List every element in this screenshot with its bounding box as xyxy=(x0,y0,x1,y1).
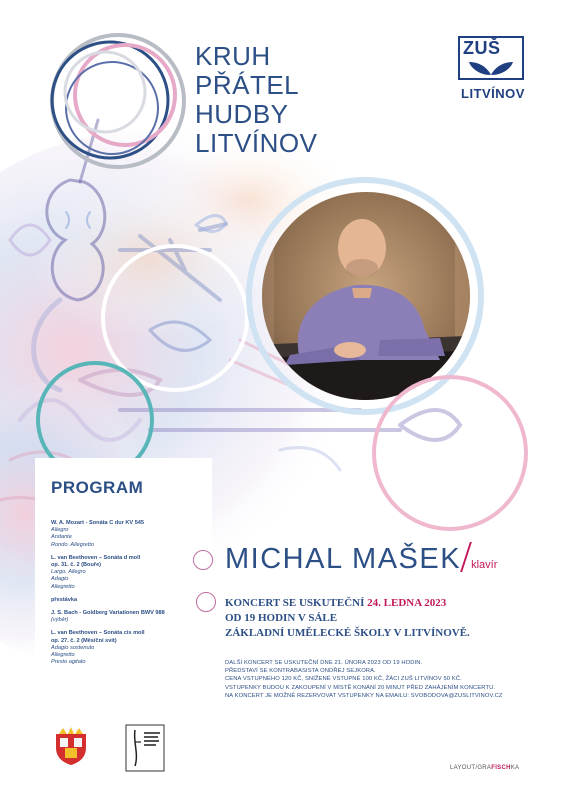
movement: (výběr) xyxy=(51,617,69,624)
piece-title: L. van Beethoven – Sonáta cis moll xyxy=(51,630,145,637)
program-item xyxy=(51,630,211,666)
movement: Rondo. Allegretto xyxy=(51,541,95,548)
info-line: DALŠÍ KONCERT SE USKUTEČNÍ DNE 21. ÚNORA 2023 OD 19 HODIN. xyxy=(225,660,423,666)
credit-part-3: KA xyxy=(510,765,520,771)
concert-line-3: ZÁKLADNÍ UMĚLECKÉ ŠKOLY V LITVÍNOVĚ. xyxy=(225,627,470,639)
program-item xyxy=(51,520,211,549)
piece-title: L. van Beethoven – Sonáta d moll xyxy=(51,554,141,561)
info-line: PŘEDSTAVÍ SE KONTRABASISTA ONDŘEJ SEJKORA. xyxy=(225,668,376,675)
logo-text: ZUŠ xyxy=(463,38,501,58)
movement: Presto agitato xyxy=(51,659,86,666)
title-line: PŘÁTEL xyxy=(195,70,300,100)
performer-instrument: klavír xyxy=(471,559,498,571)
program-item xyxy=(51,555,211,591)
piece-subtitle: op. 31. č. 2 (Bouře) xyxy=(51,562,102,569)
program-item xyxy=(51,610,211,624)
organization-title xyxy=(195,42,317,158)
program-heading: PROGRAM xyxy=(51,478,144,497)
info-line: VSTUPENKY BUDOU K ZAKOUPENÍ V MÍSTĚ KONÁNÍ 20 MINUT PŘED ZAHÁJENÍM KONCERTU. xyxy=(225,684,496,691)
movement: Largo. Allegro xyxy=(51,569,86,576)
info-line: CENA VSTUPNÉHO 120 KČ, SNÍŽENÉ VSTUPNÉ 100 KČ, ŽÁCI ZUŠ LITVÍNOV 50 KČ. xyxy=(225,676,462,683)
title-line: KRUH xyxy=(195,41,271,71)
zus-logo xyxy=(455,36,533,108)
program-item xyxy=(51,597,211,604)
credit-part-1: LAYOUT/GRA xyxy=(450,765,492,771)
pink-ring xyxy=(374,377,526,529)
program-panel xyxy=(35,458,212,714)
piece-subtitle: op. 27. č. 2 (Měsíční svit) xyxy=(51,637,117,644)
movement: Adagio xyxy=(51,576,69,583)
concert-intro: KONCERT SE USKUTEČNÍ xyxy=(225,597,368,609)
city-crest-icon xyxy=(54,726,88,766)
performer-name: MICHAL MAŠEK xyxy=(225,543,462,575)
info-line: NA KONCERT JE MOŽNÉ REZERVOVAT VSTUPENKY NA EMAILU: SVOBODOVA@ZUSLITVINOV.CZ xyxy=(225,692,503,699)
concert-date: 24. LEDNA 2023 xyxy=(367,597,447,609)
movement: Allegro xyxy=(51,527,69,534)
piece-title: J. S. Bach - Goldberg Variationen BWV 988 xyxy=(51,610,165,617)
movement: Adagio sostenuto xyxy=(51,644,95,651)
concert-details xyxy=(225,596,470,641)
circle-bullet-icon xyxy=(196,592,216,612)
title-line: LITVÍNOV xyxy=(195,128,318,158)
performer-line xyxy=(225,542,497,576)
design-credit xyxy=(450,765,519,771)
movement: Allegretto xyxy=(51,652,75,659)
intermission: přestávka xyxy=(51,596,78,603)
credit-part-2: FISCH xyxy=(491,765,511,771)
concert-line-1 xyxy=(225,596,470,611)
movement: Allegretto xyxy=(51,583,75,590)
program-list xyxy=(51,520,211,672)
concert-line-2: OD 19 HODIN V SÁLE xyxy=(225,612,338,624)
movement: Andante xyxy=(51,534,72,541)
piece-title: W. A. Mozart - Sonáta C dur KV 545 xyxy=(51,520,145,526)
leaf-icon xyxy=(465,60,517,76)
circle-bullet-icon xyxy=(193,550,213,570)
fund-logo-icon xyxy=(125,724,165,772)
logo-city: LITVÍNOV xyxy=(461,86,525,101)
title-line: HUDBY xyxy=(195,99,289,129)
additional-info xyxy=(225,659,503,700)
